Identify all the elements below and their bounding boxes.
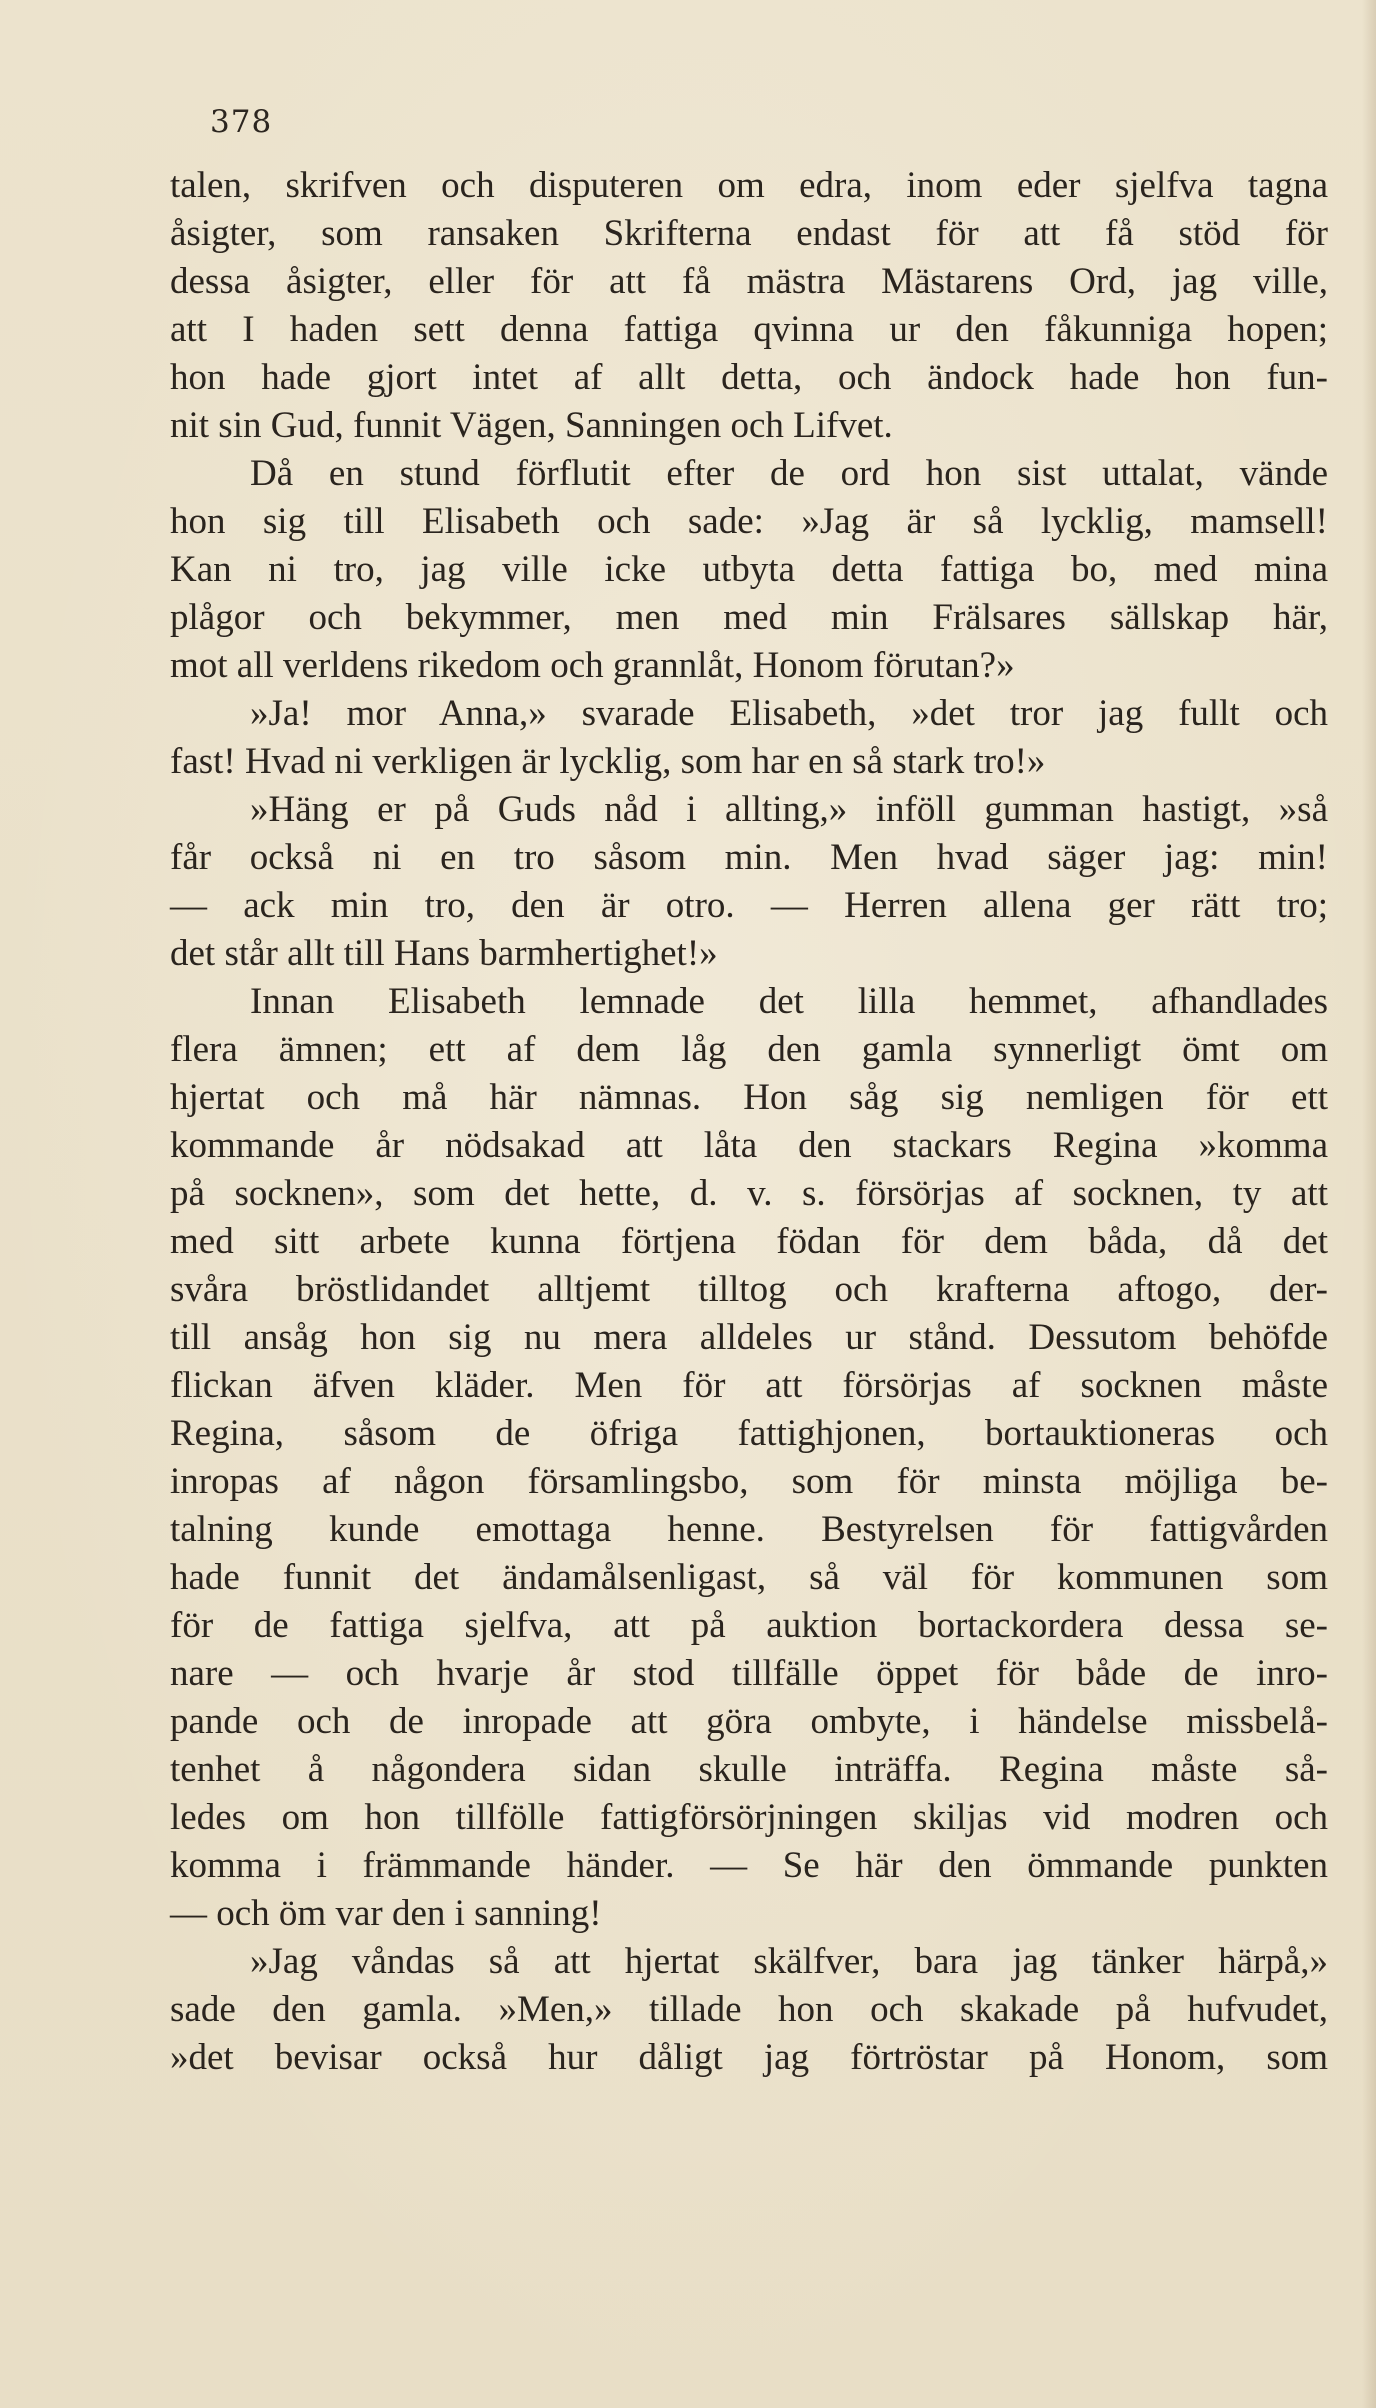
paragraph-first-line: »Jag våndas så att hjertat skälfver, bara jag tänker härpå,» [250,1941,1328,1982]
text-line: åsigter, som ransaken Skrifterna endast för att få stöd för [170,213,1328,254]
text-line: till ansåg hon sig nu mera alldeles ur stånd. Dessutom behöfde [170,1317,1328,1358]
text-line: flickan äfven kläder. Men för att försörjas af socknen måste [170,1365,1328,1406]
text-line: tenhet å någondera sidan skulle inträffa. Regina måste så- [170,1749,1328,1790]
paragraph-first-line: »Ja! mor Anna,» svarade Elisabeth, »det tror jag fullt och [250,693,1328,734]
text-line: det står allt till Hans barmhertighet!» [170,933,718,974]
text-line: hade funnit det ändamålsenligast, så väl för kommunen som [170,1557,1328,1598]
text-line: hon hade gjort intet af allt detta, och ändock hade hon fun- [170,357,1328,398]
body-text [170,162,1328,2082]
page-number: 378 [210,104,273,140]
text-line: »det bevisar också hur dåligt jag förtröstar på Honom, som [170,2037,1328,2078]
page-edge-shadow [1362,0,1376,2408]
paragraph-first-line: Då en stund förflutit efter de ord hon sist uttalat, vände [250,453,1328,494]
paragraph-first-line: Innan Elisabeth lemnade det lilla hemmet, afhandlades [250,981,1328,1022]
text-line: — och öm var den i sanning! [170,1893,602,1934]
text-line: svåra bröstlidandet alltjemt tilltog och krafterna aftogo, der- [170,1269,1328,1310]
text-line: att I haden sett denna fattiga qvinna ur den fåkunniga hopen; [170,309,1328,350]
text-line: flera ämnen; ett af dem låg den gamla synnerligt ömt om [170,1029,1328,1070]
text-line: talen, skrifven och disputeren om edra, inom eder sjelfva tagna [170,165,1328,206]
text-line: — ack min tro, den är otro. — Herren allena ger rätt tro; [170,885,1328,926]
text-line: ledes om hon tillfölle fattigförsörjningen skiljas vid modren och [170,1797,1328,1838]
text-line: sade den gamla. »Men,» tillade hon och skakade på hufvudet, [170,1989,1328,2030]
text-line: Kan ni tro, jag ville icke utbyta detta fattiga bo, med mina [170,549,1328,590]
text-line: för de fattiga sjelfva, att på auktion bortackordera dessa se- [170,1605,1328,1646]
text-line: med sitt arbete kunna förtjena födan för dem båda, då det [170,1221,1328,1262]
text-line: fast! Hvad ni verkligen är lycklig, som har en så stark tro!» [170,741,1046,782]
text-line: hon sig till Elisabeth och sade: »Jag är så lycklig, mamsell! [170,501,1328,542]
text-line: mot all verldens rikedom och grannlåt, Honom förutan?» [170,645,1015,686]
text-line: får också ni en tro såsom min. Men hvad säger jag: min! [170,837,1328,878]
text-line: kommande år nödsakad att låta den stackars Regina »komma [170,1125,1328,1166]
text-line: hjertat och må här nämnas. Hon såg sig nemligen för ett [170,1077,1328,1118]
text-line: nit sin Gud, funnit Vägen, Sanningen och Lifvet. [170,405,893,446]
text-line: dessa åsigter, eller för att få mästra Mästarens Ord, jag ville, [170,261,1328,302]
text-line: pande och de inropade att göra ombyte, i händelse missbelå- [170,1701,1328,1742]
paragraph-first-line: »Häng er på Guds nåd i allting,» inföll gumman hastigt, »så [250,789,1328,830]
text-line: Regina, såsom de öfriga fattighjonen, bortauktioneras och [170,1413,1328,1454]
text-line: inropas af någon församlingsbo, som för minsta möjliga be- [170,1461,1328,1502]
text-line: plågor och bekymmer, men med min Frälsares sällskap här, [170,597,1328,638]
text-line: komma i främmande händer. — Se här den ömmande punkten [170,1845,1328,1886]
text-line: talning kunde emottaga henne. Bestyrelsen för fattigvården [170,1509,1328,1550]
text-line: på socknen», som det hette, d. v. s. försörjas af socknen, ty att [170,1173,1328,1214]
text-line: nare — och hvarje år stod tillfälle öppet för både de inro- [170,1653,1328,1694]
